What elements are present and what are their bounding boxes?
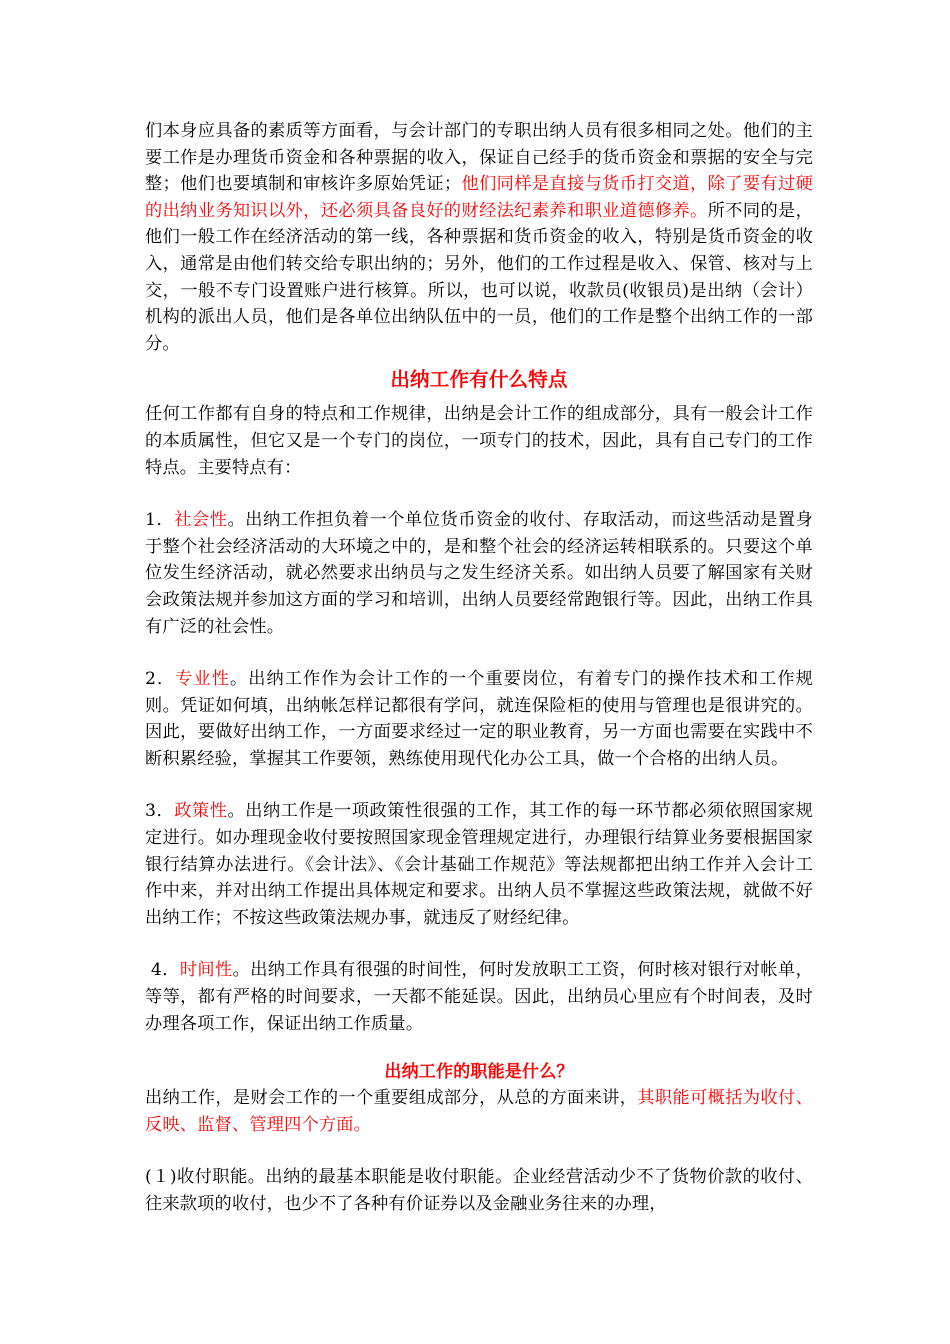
item-term: 政策性 (174, 801, 228, 822)
item-number: 2． (145, 669, 176, 690)
characteristic-item-4 (145, 957, 813, 1037)
intro-highlight: 他们同样是直接与货币打交道，除了要有过硬的出纳业务知识以外，还必须具备良好的财经法纪素养和职业道德修养。 (145, 174, 813, 221)
functions-intro (145, 1085, 813, 1138)
item-text: 。出纳工作具有很强的时间性，何时发放职工工资，何时核对银行对帐单，等等，都有严格的时间要求，一天都不能延误。因此，出纳员心里应有个时间表，及时办理各项工作，保证出纳工作质量。 (145, 960, 814, 1034)
section-heading-functions: 出纳工作的职能是什么？ (384, 1062, 574, 1083)
item-number: 1． (145, 510, 175, 531)
item-text: 。出纳工作作为会计工作的一个重要岗位，有着专门的操作技术和工作规则。凭证如何填，出纳帐怎样记都很有学问，就连保险柜的使用与管理也是很讲究的。因此，要做好出纳工作，一方面要求经过一定的职业教育，另一方面也需要在实践中不断积累经验，掌握其工作要领，熟练使用现代化办公工具，做一个合格的出纳人员。 (145, 669, 814, 769)
section-heading-characteristics: 出纳工作有什么特点 (390, 368, 568, 392)
characteristics-intro: 任何工作都有自身的特点和工作规律，出纳是会计工作的组成部分，具有一般会计工作的本质属性，但它又是一个专门的岗位，一项专门的技术，因此，具有自己专门的工作特点。主要特点有： (145, 404, 813, 478)
characteristic-item-2 (145, 666, 813, 772)
item-number: 4． (145, 960, 180, 981)
functions-intro-text: 出纳工作，是财会工作的一个重要组成部分，从总的方面来讲， (145, 1088, 638, 1109)
intro-paragraph (145, 118, 813, 357)
item-text: 。出纳工作是一项政策性很强的工作，其工作的每一环节都必须依照国家规定进行。如办理现金收付要按照国家现金管理规定进行，办理银行结算业务要根据国家银行结算办法进行。《会计法》、《会计基础工作规范》等法规都把出纳工作并入会计工作中来，并对出纳工作提出具体规定和要求。出纳人员不掌握这些政策法规，就做不好出纳工作；不按这些政策法规办事，就违反了财经纪律。 (145, 801, 813, 928)
functions-intro-highlight: 其职能可概括为收付、反映、监督、管理四个方面。 (145, 1088, 813, 1135)
intro-text-1: 们本身应具备的素质等方面看，与会计部门的专职出纳人员有很多相同之处。他们的主要工作是办理货币资金和各种票据的收入，保证自己经手的货币资金和票据的安全与完整；他们也要填制和审核许多原始凭证； (145, 121, 813, 195)
intro-text-2: 所不同的是，他们一般工作在经济活动的第一线，各种票据和货币资金的收入，特别是货币资金的收入，通常是由他们转交给专职出纳的；另外，他们的工作过程是收入、保管、核对与上交，一般不专门设置账户进行核算。所以，也可以说，收款员(收银员)是出纳（会计）机构的派出人员，他们是各单位出纳队伍中的一员，他们的工作是整个出纳工作的一部分。 (145, 200, 813, 354)
characteristic-item-3 (145, 798, 813, 931)
characteristic-item-1 (145, 507, 813, 640)
item-term: 社会性 (174, 510, 228, 531)
item-number: 3． (145, 801, 175, 822)
item-text: 。出纳工作担负着一个单位货币资金的收付、存取活动，而这些活动是置身于整个社会经济活动的大环境之中的，是和整个社会的经济运转相联系的。只要这个单位发生经济活动，就必然要求出纳员与之发生经济关系。如出纳人员要了解国家有关财会政策法规并参加这方面的学习和培训，出纳人员要经常跑银行等。因此，出纳工作具有广泛的社会性。 (145, 510, 813, 637)
document-page (145, 118, 813, 1218)
item-term: 专业性 (175, 669, 230, 690)
item-term: 时间性 (179, 960, 233, 981)
function-item-1: (１)收付职能。出纳的最基本职能是收付职能。企业经营活动少不了货物价款的收付、往来款项的收付，也少不了各种有价证券以及金融业务往来的办理， (145, 1167, 813, 1214)
